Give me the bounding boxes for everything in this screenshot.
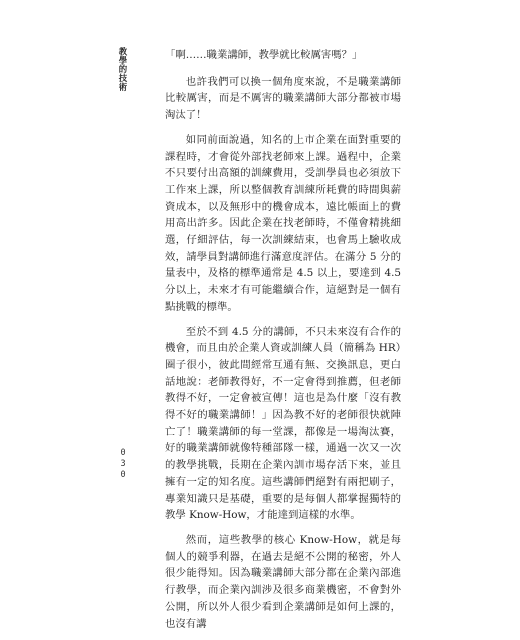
page-number: 030 [118, 448, 128, 481]
page-body [165, 47, 401, 640]
paragraph: 然而，這些教學的核心 Know-How，就是每個人的競爭利器，在過去是絕不公開的秘密，外人很少能得知。因為職業講師大部分都在企業內部進行教學，而企業內訓涉及很多商業機密，不會對外公開，所以外人很少看到企業講師是如何上課的，也沒有講 [165, 533, 401, 630]
paragraph: 如同前面說過，知名的上市企業在面對重要的課程時，才會從外部找老師來上課。過程中，企業不只要付出高額的訓練費用，受訓學員也必須放下工作來上課，所以整個教育訓練所耗費的時間與薪資成本，以及無形中的機會成本，遠比帳面上的費用高出許多。因此企業在找老師時，不僅會精挑細選，仔細評估，每一次訓練結束，也會馬上驗收成效，請學員對講師進行滿意度評估。在滿分 5 分的量表中，及格的標準通常是 4.5 以上，要達到 4.5 分以上，未來才有可能繼續合作，這絕對是一個有點挑戰的標準。 [165, 133, 401, 313]
running-head: 教學的技術 [118, 47, 128, 92]
paragraph: 也許我們可以換一個角度來說，不是職業講師比較厲害，而是不厲害的職業講師大部分都被市場淘汰了！ [165, 75, 401, 122]
paragraph: 至於不到 4.5 分的講師，不只未來沒有合作的機會，而且由於企業人資或訓練人員（簡稱為 HR）圈子很小，彼此間經常互通有無、交換訊息，更白話地說：老師教得好，不一定會得到推薦，但老師教得不好，一定會被宣傳！這也是為什麼「沒有教得不好的職業講師！」因為教不好的老師很快就陣亡了！職業講師的每一堂課，都像是一場淘汰賽，好的職業講師就像特種部隊一樣，通過一次又一次的教學挑戰，長期在企業內訓市場存活下來，並且擁有一定的知名度。這些講師們絕對有兩把刷子，專業知識只是基礎，重要的是每個人都掌握獨特的教學 Know-How，才能達到這樣的水準。 [165, 325, 401, 522]
opening-quote: 「啊……職業講師，教學就比較厲害嗎？」 [165, 49, 363, 61]
